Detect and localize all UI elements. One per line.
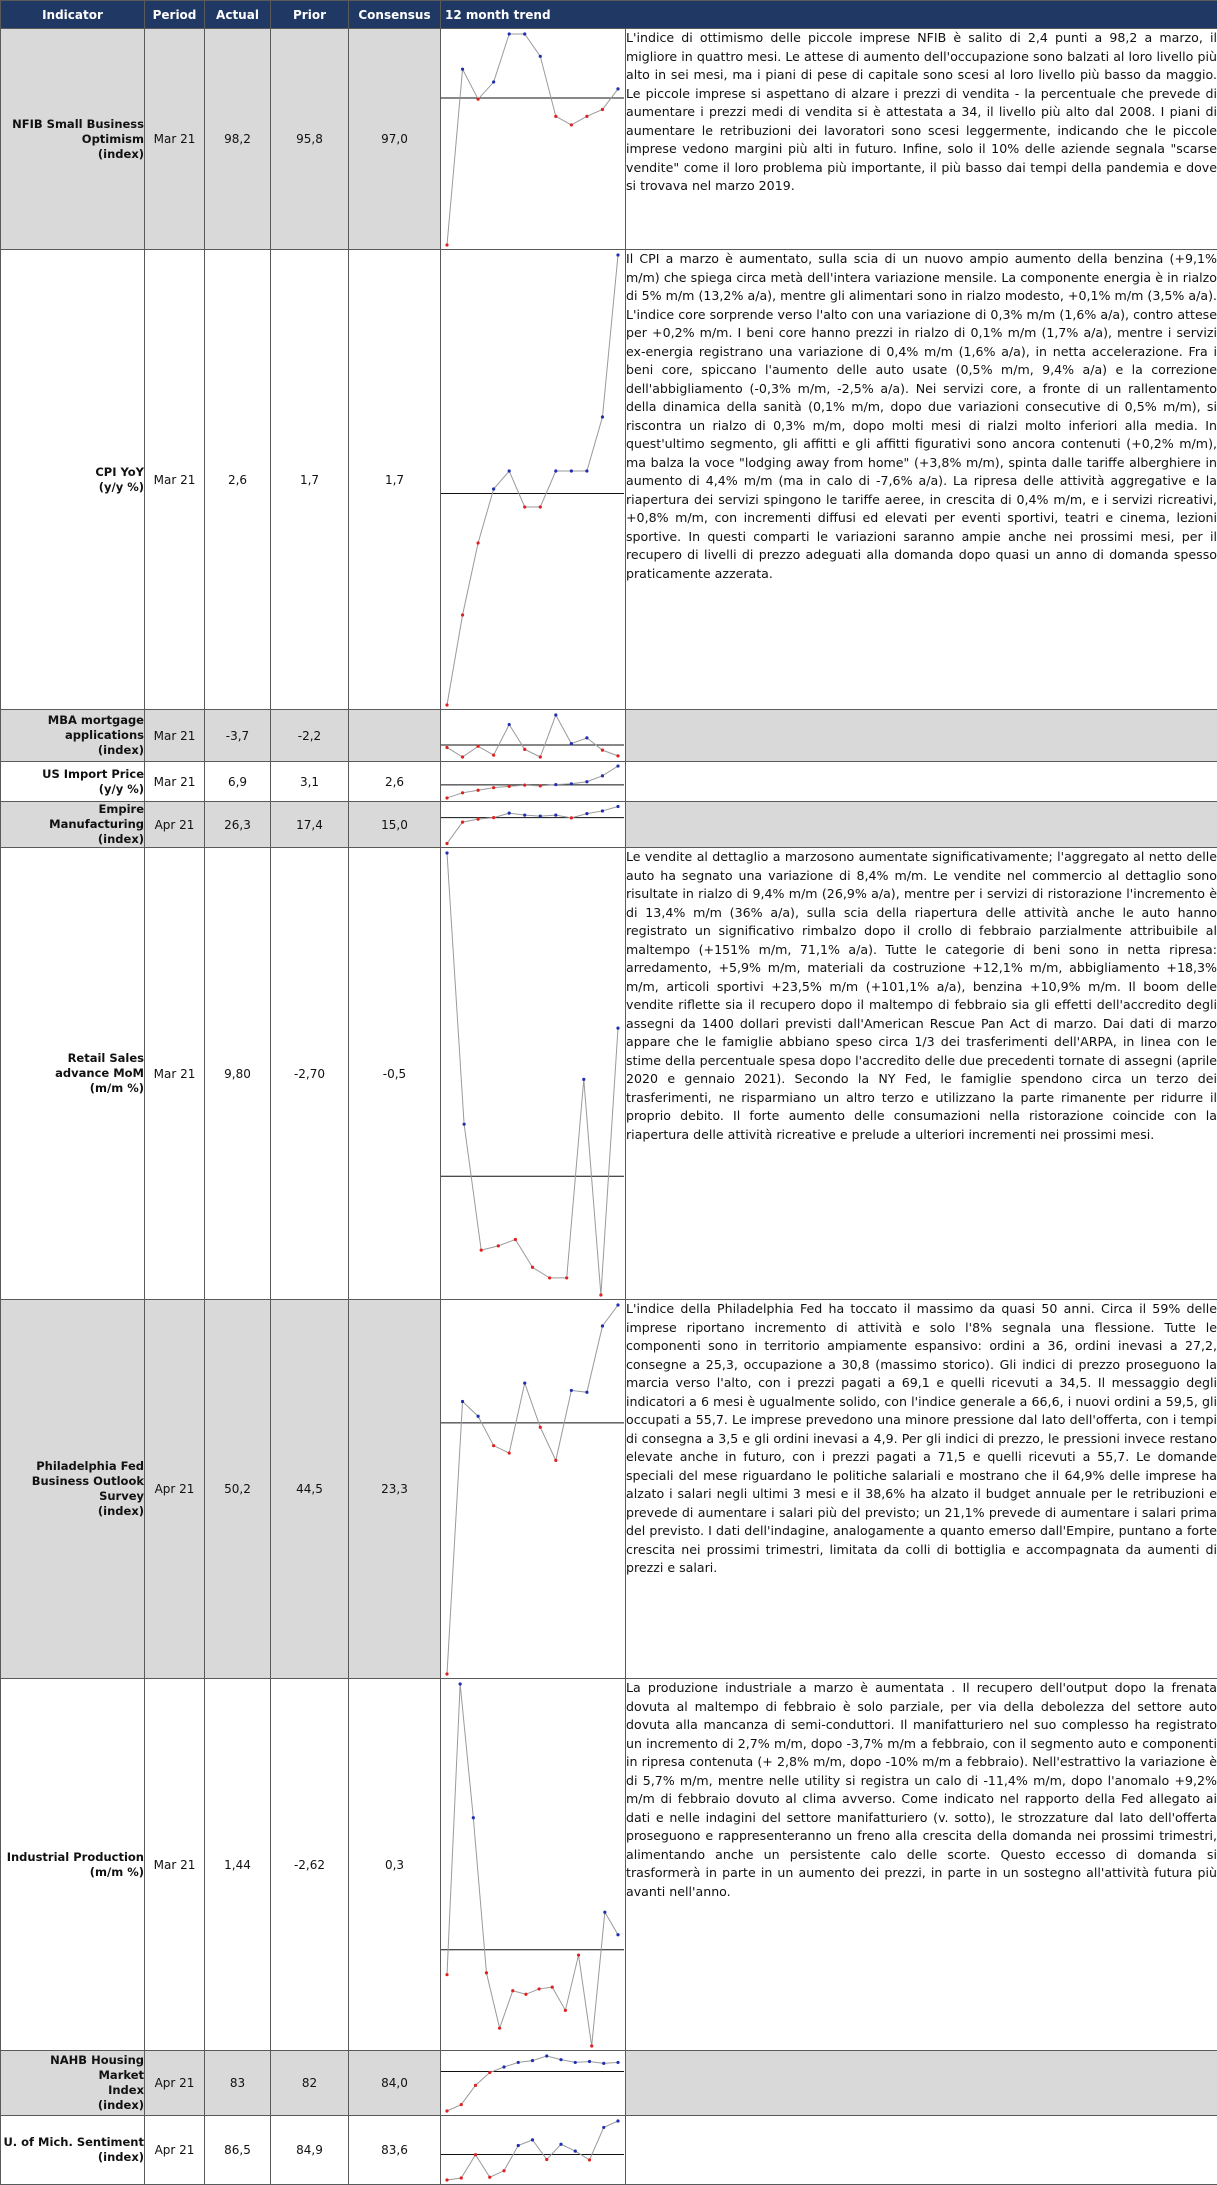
- col-header-trend: 12 month trend: [441, 1, 1217, 29]
- trend-point: [554, 813, 557, 816]
- trend-point: [590, 2044, 593, 2047]
- indicator-name-line: Index: [1, 2083, 144, 2098]
- indicator-name-line: Industrial Production: [1, 1850, 144, 1865]
- prior-value: 82: [271, 2051, 349, 2116]
- table-row: [1, 762, 1217, 802]
- period-value: Mar 21: [145, 848, 205, 1300]
- indicator-name-line: (index): [1, 2098, 144, 2113]
- trend-series-line: [447, 1305, 618, 1674]
- actual-value: 83: [205, 2051, 271, 2116]
- trend-point: [531, 2138, 534, 2141]
- table-row: [1, 1679, 1217, 2051]
- commentary-text: Le vendite al dettaglio a marzosono aumentate significativamente; l'aggregato al netto delle auto ha segnato una variazione di 8,4% m/m. Le vendite nel commercio al dettaglio sono risultate in rialzo di 9,4% m/m (26,9% a/a), mentre per i servizi di ristorazione l'incremento è di 13,4% m/m (36% a/a), sulla scia della riapertura delle attività anche le auto hanno registrato un significativo rimbalzo dopo il crollo di febbraio parzialmente attribuibile al maltempo (+151% m/m, 71,1% a/a). Tutte le categorie di beni sono in netta ripresa: arredamento, +5,9% m/m, materiali da costruzione +12,1% m/m, abbigliamento +18,3% m/m, articoli sportivi +23,5% m/m (+101,1% a/a), benzina +10,9% m/m. Il boom delle vendite riflette sia il recupero dopo il maltempo di febbraio sia gli effetti dell'accredito degli assegni da 1400 dollari previsti dall'American Rescue Pan Act di marzo. Dai dati di marzo appare che le famiglie abbiano speso circa 1/3 dei trasferimenti dell'ARPA, in linea con le stime della percentuale spesa dopo l'accredito delle due precedenti tornate di assegni (aprile 2020 e gennaio 2021). Secondo la NY Fed, le famiglie spendono circa un terzo dei trasferimenti, ne risparmiano un altro terzo e utilizzano la parte rimanente per ridurre il proprio debito. Il forte aumento delle consumazioni nella ristorazione coincide con la riapertura delle attività ricreative e prelude a ulteriori incrementi nei prossimi mesi.: [626, 848, 1217, 1300]
- trend-point: [554, 782, 557, 785]
- trend-point: [476, 541, 479, 544]
- trend-point: [488, 2070, 491, 2073]
- trend-point: [539, 1425, 542, 1428]
- indicator-name-line: Manufacturing: [1, 817, 144, 832]
- trend-point: [616, 1303, 619, 1306]
- trend-point: [523, 32, 526, 35]
- table-row: [1, 2051, 1217, 2116]
- trend-point: [577, 1953, 580, 1956]
- trend-point: [445, 1973, 448, 1976]
- indicator-name-line: (index): [1, 832, 144, 847]
- trend-point: [554, 114, 557, 117]
- trend-point: [554, 1458, 557, 1461]
- prior-value: 3,1: [271, 762, 349, 802]
- indicator-name-line: CPI YoY: [1, 465, 144, 480]
- indicator-name: [1, 1679, 145, 2051]
- trend-point: [601, 809, 604, 812]
- consensus-value: 97,0: [349, 29, 441, 250]
- table-row: [1, 1300, 1217, 1679]
- trend-chart-cell: [441, 1300, 626, 1679]
- trend-point: [601, 415, 604, 418]
- trend-point: [545, 2157, 548, 2160]
- trend-point: [488, 2175, 491, 2178]
- trend-point: [616, 804, 619, 807]
- actual-value: 98,2: [205, 29, 271, 250]
- trend-series-line: [447, 1684, 618, 2046]
- trend-point: [492, 80, 495, 83]
- indicator-name-line: Retail Sales: [1, 1051, 144, 1066]
- consensus-value: 1,7: [349, 250, 441, 710]
- trend-point: [582, 1077, 585, 1080]
- indicator-name-line: Empire: [1, 802, 144, 817]
- actual-value: 9,80: [205, 848, 271, 1300]
- period-value: Apr 21: [145, 2051, 205, 2116]
- trend-point: [492, 487, 495, 490]
- actual-value: 50,2: [205, 1300, 271, 1679]
- indicator-name-line: US Import Price: [1, 767, 144, 782]
- trend-point: [570, 469, 573, 472]
- actual-value: 6,9: [205, 762, 271, 802]
- trend-point: [524, 1992, 527, 1995]
- table-row: [1, 250, 1217, 710]
- actual-value: 1,44: [205, 1679, 271, 2051]
- actual-value: -3,7: [205, 710, 271, 762]
- trend-point: [523, 813, 526, 816]
- trend-point: [559, 2058, 562, 2061]
- trend-chart-cell: [441, 2116, 626, 2185]
- table-row: [1, 710, 1217, 762]
- trend-point: [476, 788, 479, 791]
- trend-series-line: [447, 766, 618, 798]
- trend-point: [601, 1324, 604, 1327]
- trend-point: [517, 2143, 520, 2146]
- trend-point: [461, 755, 464, 758]
- trend-point: [601, 774, 604, 777]
- trend-point: [564, 2008, 567, 2011]
- prior-value: -2,62: [271, 1679, 349, 2051]
- indicator-name-line: Philadelphia Fed: [1, 1459, 144, 1474]
- trend-point: [539, 54, 542, 57]
- trend-point: [537, 1987, 540, 1990]
- indicator-name: [1, 1300, 145, 1679]
- trend-point: [460, 2102, 463, 2105]
- trend-point: [603, 1910, 606, 1913]
- trend-point: [517, 2060, 520, 2063]
- trend-point: [460, 2176, 463, 2179]
- trend-point: [585, 114, 588, 117]
- trend-point: [585, 469, 588, 472]
- table-body: [1, 29, 1217, 2185]
- trend-point: [461, 791, 464, 794]
- trend-point: [445, 2178, 448, 2181]
- trend-point: [531, 1265, 534, 1268]
- trend-point: [616, 2119, 619, 2122]
- trend-point: [588, 2059, 591, 2062]
- period-value: Mar 21: [145, 1679, 205, 2051]
- trend-point: [531, 2058, 534, 2061]
- trend-point: [616, 1933, 619, 1936]
- trend-point: [585, 736, 588, 739]
- trend-series-line: [447, 715, 618, 757]
- trend-series-line: [447, 853, 618, 1295]
- col-header-actual: Actual: [205, 1, 271, 29]
- consensus-value: [349, 710, 441, 762]
- indicator-name: [1, 2051, 145, 2116]
- prior-value: 1,7: [271, 250, 349, 710]
- indicator-name-line: (y/y %): [1, 782, 144, 797]
- commentary-empty: [626, 762, 1217, 802]
- trend-point: [508, 469, 511, 472]
- trend-point: [476, 97, 479, 100]
- trend-sparkline: [441, 1301, 624, 1678]
- trend-point: [616, 87, 619, 90]
- trend-point: [570, 816, 573, 819]
- trend-point: [497, 1244, 500, 1247]
- period-value: Mar 21: [145, 710, 205, 762]
- trend-series-line: [447, 34, 618, 245]
- commentary-empty: [626, 802, 1217, 848]
- trend-point: [559, 2142, 562, 2145]
- trend-chart-cell: [441, 848, 626, 1300]
- trend-point: [461, 820, 464, 823]
- trend-series-line: [447, 806, 618, 843]
- consensus-value: -0,5: [349, 848, 441, 1300]
- trend-sparkline: [441, 1680, 624, 2050]
- trend-point: [548, 1276, 551, 1279]
- trend-point: [445, 796, 448, 799]
- trend-point: [565, 1276, 568, 1279]
- trend-point: [445, 2109, 448, 2112]
- indicator-name-line: advance MoM: [1, 1066, 144, 1081]
- indicator-name: [1, 848, 145, 1300]
- period-value: Apr 21: [145, 2116, 205, 2185]
- trend-point: [616, 2060, 619, 2063]
- trend-point: [523, 783, 526, 786]
- indicator-name-line: (m/m %): [1, 1081, 144, 1096]
- indicator-name-line: NFIB Small Business: [1, 117, 144, 132]
- trend-point: [445, 851, 448, 854]
- trend-point: [585, 1390, 588, 1393]
- trend-chart-cell: [441, 2051, 626, 2116]
- commentary-text: L'indice di ottimismo delle piccole imprese NFIB è salito di 2,4 punti a 98,2 a marzo, il migliore in quattro mesi. Le attese di aumento dell'occupazione sono balzati al loro livello più alto in sei mesi, ma i piani di pese di capitale sono scesi al loro livello più basso da maggio. Le piccole imprese si aspettano di alzare i prezzi di vendita - la percentuale che prevede di aumentare i prezzi medi di vendita si è attestata a 34, il livello più alto dal 2008. I piani di aumentare le retribuzioni dei lavoratori sono scesi leggermente, indicando che le piccole imprese vedono margini più alti in futuro. Infine, solo il 10% delle aziende segnala "scarse vendite" come il loro problema più importante, il più basso dai tempi della pandemia e dove si trovava nel marzo 2019.: [626, 29, 1217, 250]
- trend-point: [514, 1237, 517, 1240]
- trend-point: [508, 784, 511, 787]
- trend-point: [508, 1451, 511, 1454]
- trend-series-line: [447, 2056, 618, 2111]
- trend-series-line: [447, 2121, 618, 2180]
- trend-point: [476, 817, 479, 820]
- trend-point: [474, 2153, 477, 2156]
- consensus-value: 2,6: [349, 762, 441, 802]
- commentary-empty: [626, 710, 1217, 762]
- consensus-value: 83,6: [349, 2116, 441, 2185]
- indicator-name-line: (index): [1, 2150, 144, 2165]
- trend-sparkline: [441, 763, 624, 801]
- period-value: Mar 21: [145, 29, 205, 250]
- indicator-name: [1, 2116, 145, 2185]
- indicator-name-line: (index): [1, 147, 144, 162]
- trend-point: [554, 469, 557, 472]
- trend-point: [485, 1971, 488, 1974]
- trend-point: [554, 713, 557, 716]
- trend-point: [498, 2026, 501, 2029]
- trend-point: [445, 243, 448, 246]
- indicator-name-line: (y/y %): [1, 480, 144, 495]
- trend-point: [445, 841, 448, 844]
- indicator-name-line: MBA mortgage: [1, 713, 144, 728]
- trend-point: [523, 1381, 526, 1384]
- trend-sparkline: [441, 30, 624, 249]
- trend-point: [476, 744, 479, 747]
- indicator-name-line: applications: [1, 728, 144, 743]
- table-row: [1, 848, 1217, 1300]
- trend-point: [523, 747, 526, 750]
- period-value: Apr 21: [145, 802, 205, 848]
- trend-point: [574, 2149, 577, 2152]
- trend-point: [570, 782, 573, 785]
- prior-value: 44,5: [271, 1300, 349, 1679]
- indicator-name-line: Survey: [1, 1489, 144, 1504]
- trend-point: [551, 1985, 554, 1988]
- col-header-period: Period: [145, 1, 205, 29]
- consensus-value: 0,3: [349, 1679, 441, 2051]
- trend-point: [570, 742, 573, 745]
- trend-point: [461, 1399, 464, 1402]
- trend-point: [463, 1122, 466, 1125]
- trend-point: [508, 32, 511, 35]
- trend-point: [539, 505, 542, 508]
- trend-point: [585, 812, 588, 815]
- trend-point: [480, 1248, 483, 1251]
- table-row: [1, 29, 1217, 250]
- actual-value: 2,6: [205, 250, 271, 710]
- trend-point: [523, 505, 526, 508]
- trend-point: [616, 1026, 619, 1029]
- trend-point: [461, 613, 464, 616]
- table-header-row: [1, 1, 1217, 29]
- indicator-name: [1, 802, 145, 848]
- trend-point: [511, 1989, 514, 1992]
- prior-value: 84,9: [271, 2116, 349, 2185]
- trend-point: [570, 1388, 573, 1391]
- trend-point: [545, 2054, 548, 2057]
- trend-point: [616, 253, 619, 256]
- trend-point: [588, 2158, 591, 2161]
- prior-value: -2,70: [271, 848, 349, 1300]
- trend-point: [616, 754, 619, 757]
- trend-point: [502, 2065, 505, 2068]
- consensus-value: 23,3: [349, 1300, 441, 1679]
- trend-sparkline: [441, 251, 624, 709]
- col-header-prior: Prior: [271, 1, 349, 29]
- commentary-empty: [626, 2051, 1217, 2116]
- indicator-name-line: NAHB Housing Market: [1, 2053, 144, 2083]
- trend-chart-cell: [441, 710, 626, 762]
- prior-value: -2,2: [271, 710, 349, 762]
- trend-point: [574, 2060, 577, 2063]
- trend-chart-cell: [441, 762, 626, 802]
- consensus-value: 15,0: [349, 802, 441, 848]
- trend-point: [616, 764, 619, 767]
- trend-point: [461, 67, 464, 70]
- trend-point: [585, 780, 588, 783]
- trend-sparkline: [441, 2117, 624, 2184]
- period-value: Apr 21: [145, 1300, 205, 1679]
- trend-point: [474, 2083, 477, 2086]
- col-header-indicator: Indicator: [1, 1, 145, 29]
- trend-point: [492, 816, 495, 819]
- trend-point: [601, 107, 604, 110]
- indicator-name-line: Business Outlook: [1, 1474, 144, 1489]
- indicator-name-line: (index): [1, 1504, 144, 1519]
- trend-point: [539, 814, 542, 817]
- commentary-text: L'indice della Philadelphia Fed ha toccato il massimo da quasi 50 anni. Circa il 59% delle imprese riportano incremento di attività e solo l'8% segnala una flessione. Tutte le componenti sono in territorio ampiamente espansivo: ordini a 36, ordini inevasi a 27,2, consegne a 25,3, occupazione a 30,8 (massimo storico). Gli indici di prezzo proseguono la marcia verso l'alto, con i prezzi pagati a 69,1 e quelli ricevuti a 34,5. Il messaggio degli indicatori a 6 mesi è ugualmente solido, con l'indice generale a 66,6, i nuovi ordini a 59,5, gli occupati a 55,7. Le imprese prevedono una minore pressione dal lato dell'offerta, con i tempi di consegna a 3,5 e gli ordini inevasi a 4,9. Per gli indici di prezzo, le pressioni invece restano elevate anche in futuro, con i prezzi pagati a 71,5 e quelli ricevuti a 55,7. Le domande speciali del mese riguardano le politiche salariali e mostrano che il 64,9% delle imprese ha alzato i salari negli ultimi 3 mesi e il 38,6% ha alzato il budget annuale per le retribuzioni e prevede di aumentare i salari più del previsto; un 21,1% prevede di aumentare i salari prima del previsto. I dati dell'indagine, analogamente a quanto emerso dall'Empire, puntano a forte crescita nei prossimi trimestri, limitata da colli di bottiglia e accompagnata da aumenti di prezzi e salari.: [626, 1300, 1217, 1679]
- actual-value: 86,5: [205, 2116, 271, 2185]
- trend-chart-cell: [441, 1679, 626, 2051]
- trend-chart-cell: [441, 250, 626, 710]
- consensus-value: 84,0: [349, 2051, 441, 2116]
- indicator-name-line: (index): [1, 743, 144, 758]
- indicator-name-line: (m/m %): [1, 1865, 144, 1880]
- trend-chart-cell: [441, 802, 626, 848]
- indicator-name: [1, 710, 145, 762]
- col-header-consensus: Consensus: [349, 1, 441, 29]
- commentary-text: Il CPI a marzo è aumentato, sulla scia di un nuovo ampio aumento della benzina (+9,1% m/m) che spiega circa metà dell'intera variazione mensile. La componente energia è in rialzo di 5% m/m (13,2% a/a), mentre gli alimentari sono in rialzo modesto, +0,1% m/m (3,5% a/a). L'indice core sorprende verso l'alto con una variazione di 0,3% m/m (1,6% a/a), contro attese per +0,2% m/m. I beni core hanno prezzi in rialzo di 0,1% m/m (1,7% a/a), mentre i servizi ex-energia registrano una variazione di 0,4% m/m (1,6% a/a), in netta accelerazione. Fra i beni core, spiccano l'aumento delle auto usate (0,5% m/m, 9,4% a/a) e la correzione dell'abbigliamento (-0,3% m/m, -2,5% a/a). Nei servizi core, a fronte di un rallentamento della dinamica della sanità (0,1% m/m, dopo due variazioni consecutive di 0,5% m/m), si riscontra un rialzo di 0,3% m/m, dopo molti mesi di rialzi molto inferiori alla media. In quest'ultimo segmento, gli affitti e gli affitti figurativi sono ancora contenuti (+0,2% m/m), ma balza la voce "lodging away from home" (+3,8% m/m), spinta dalle tariffe alberghiere in aumento di 4,4% m/m (ma in calo di -7,6% a/a). La ripresa delle attività aggregative e la riapertura dei servizi spingono le tariffe aeree, in crescita di 0,4% m/m, e i servizi ricreativi, +0,8% m/m, con incrementi diffusi ed elevati per eventi sportivi, teatri e cinema, lezioni sportive. In questi comparti le variazioni saranno ampie anche nei prossimi mesi, per il recupero di livelli di prezzo adeguati alla domanda dopo quasi un anno di domanda spesso praticamente azzerata.: [626, 250, 1217, 710]
- trend-point: [492, 753, 495, 756]
- trend-sparkline: [441, 849, 624, 1299]
- trend-point: [472, 1816, 475, 1819]
- actual-value: 26,3: [205, 802, 271, 848]
- trend-point: [459, 1682, 462, 1685]
- indicator-name: [1, 29, 145, 250]
- table-row: [1, 802, 1217, 848]
- trend-point: [601, 748, 604, 751]
- trend-point: [445, 703, 448, 706]
- period-value: Mar 21: [145, 250, 205, 710]
- trend-point: [476, 1414, 479, 1417]
- prior-value: 17,4: [271, 802, 349, 848]
- commentary-text: La produzione industriale a marzo è aumentata . Il recupero dell'output dopo la frenata dovuta al maltempo di febbraio è solo parziale, per via della debolezza del settore auto dovuta alla mancanza di semi-conduttori. Il manifatturiero nel suo complesso ha registrato un incremento di 2,7% m/m, dopo -3,7% m/m a febbraio, con il segmento auto e componenti in ripresa contenuta (+ 2,8% m/m, dopo -10% m/m a febbraio). Nell'estrattivo la variazione è di 5,7% m/m, mentre nelle utility si registra un calo di -11,4% m/m, dopo l'anomalo +9,2% m/m di febbraio dovuto al clima avverso. Come indicato nel rapporto della Fed allegato ai dati e nelle indagini del settore manifatturiero (v. sotto), le strozzature dal lato dell'offerta proseguono e rappresenteranno un freno alla crescita della domanda nei prossimi trimestri, alimentando anche un persistente calo delle scorte. Questo eccesso di domanda si trasformerà in parte in un aumento dei prezzi, in parte in un sostegno all'attività futura più avanti nell'anno.: [626, 1679, 1217, 2051]
- trend-point: [445, 1672, 448, 1675]
- trend-point: [599, 1293, 602, 1296]
- indicator-name-line: Optimism: [1, 132, 144, 147]
- trend-sparkline: [441, 803, 624, 847]
- trend-point: [602, 2061, 605, 2064]
- trend-point: [492, 1444, 495, 1447]
- commentary-empty: [626, 2116, 1217, 2185]
- trend-point: [539, 755, 542, 758]
- trend-point: [539, 784, 542, 787]
- trend-series-line: [447, 255, 618, 705]
- trend-sparkline: [441, 2052, 624, 2115]
- indicator-name: [1, 250, 145, 710]
- trend-point: [508, 811, 511, 814]
- trend-point: [570, 123, 573, 126]
- indicator-name: [1, 762, 145, 802]
- trend-sparkline: [441, 711, 624, 761]
- prior-value: 95,8: [271, 29, 349, 250]
- trend-chart-cell: [441, 29, 626, 250]
- trend-point: [508, 722, 511, 725]
- trend-point: [445, 745, 448, 748]
- indicator-name-line: U. of Mich. Sentiment: [1, 2135, 144, 2150]
- trend-point: [502, 2169, 505, 2172]
- trend-point: [492, 786, 495, 789]
- trend-point: [602, 2125, 605, 2128]
- period-value: Mar 21: [145, 762, 205, 802]
- table-row: [1, 2116, 1217, 2185]
